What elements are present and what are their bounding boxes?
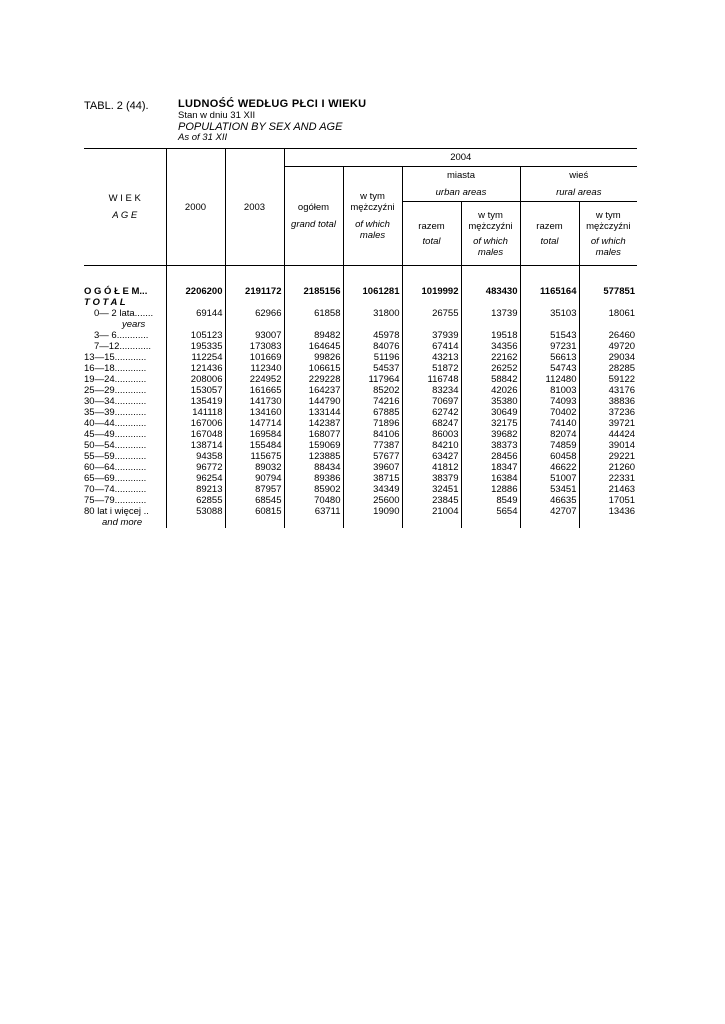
table-cell: 16384 [461,473,520,484]
urban-header-en: urban areas [402,184,520,202]
table-cell: 25600 [343,495,402,506]
table-cell: 74093 [520,396,579,407]
table-row [84,484,637,495]
table-cell: 60815 [225,506,284,517]
males-header [343,167,402,266]
table-cell: 53088 [166,506,225,517]
table-cell: 28456 [461,451,520,462]
table-cell: 77387 [343,440,402,451]
table-cell: 17051 [579,495,637,506]
table-row [84,396,637,407]
table-cell: 164237 [284,385,343,396]
table-cell: 5654 [461,506,520,517]
table-cell: 195335 [166,341,225,352]
table-row [84,440,637,451]
table-row [84,363,637,374]
table-cell: 35103 [520,308,579,319]
table-cell: 22331 [579,473,637,484]
age-group-label: 3— 6............ [94,330,149,341]
table-cell: 1165164 [520,266,579,298]
urban-total-header [402,202,461,266]
age-group-label: 45—49............ [84,429,147,440]
table-cell: 2185156 [284,266,343,298]
age-group-label: 60—64............ [84,462,147,473]
table-row [84,418,637,429]
age-header-en: A G E [112,210,138,221]
age-group-label: 75—79............ [84,495,147,506]
table-cell: 37236 [579,407,637,418]
table-row [84,330,637,341]
table-cell: 169584 [225,429,284,440]
total-label-en: T O T A L [84,297,126,308]
males-en: of which males [355,219,390,241]
table-cell: 62742 [402,407,461,418]
table-cell: 70402 [520,407,579,418]
table-cell: 8549 [461,495,520,506]
table-row-note [84,517,637,528]
table-cell: 49720 [579,341,637,352]
table-cell: 43213 [402,352,461,363]
table-cell: 68247 [402,418,461,429]
table-cell: 44424 [579,429,637,440]
table-cell: 42026 [461,385,520,396]
table-cell: 26755 [402,308,461,319]
age-header [84,149,166,266]
table-cell: 19518 [461,330,520,341]
rural-header-en: rural areas [520,184,637,202]
table-row [84,407,637,418]
table-cell: 54743 [520,363,579,374]
table-cell: 46635 [520,495,579,506]
table-cell: 69144 [166,308,225,319]
table-cell: 89032 [225,462,284,473]
table-cell: 94358 [166,451,225,462]
table-cell: 21260 [579,462,637,473]
title-en: POPULATION BY SEX AND AGE [178,121,343,133]
table-cell: 229228 [284,374,343,385]
table-cell: 89213 [166,484,225,495]
table-cell: 164645 [284,341,343,352]
table-cell: 26252 [461,363,520,374]
table-cell: 155484 [225,440,284,451]
table-cell: 21463 [579,484,637,495]
table-cell: 138714 [166,440,225,451]
table-row [84,341,637,352]
table-cell: 101669 [225,352,284,363]
table-cell: 153057 [166,385,225,396]
table-cell: 121436 [166,363,225,374]
age-group-label: 40—44............ [84,418,147,429]
table-cell: 59122 [579,374,637,385]
table-cell: 61858 [284,308,343,319]
table-row-note [84,319,637,330]
table-cell: 39682 [461,429,520,440]
table-cell: 62966 [225,308,284,319]
table-cell: 32175 [461,418,520,429]
table-cell: 74859 [520,440,579,451]
table-cell: 84106 [343,429,402,440]
age-group-label: 13—15............ [84,352,147,363]
table-cell: 85202 [343,385,402,396]
rural-males-pl: w tym mężczyźni [586,209,631,232]
table-cell: 84076 [343,341,402,352]
total-label-pl: O G Ó Ł E M... [84,286,148,297]
table-cell: 42707 [520,506,579,517]
males-pl: w tym mężczyźni [350,191,395,213]
table-cell: 2191172 [225,266,284,298]
table-cell: 93007 [225,330,284,341]
table-row [84,374,637,385]
table-cell: 38379 [402,473,461,484]
age-group-label: 35—39............ [84,407,147,418]
table-cell: 28285 [579,363,637,374]
age-group-label: 65—69............ [84,473,147,484]
table-cell: 96772 [166,462,225,473]
table-cell: 51007 [520,473,579,484]
table-cell: 53451 [520,484,579,495]
table-cell: 13436 [579,506,637,517]
age-group-label: 25—29............ [84,385,147,396]
table-cell: 90794 [225,473,284,484]
table-cell: 74140 [520,418,579,429]
table-cell: 57677 [343,451,402,462]
table-cell: 38373 [461,440,520,451]
age-group-label: 55—59............ [84,451,147,462]
table-cell: 116748 [402,374,461,385]
table-cell: 86003 [402,429,461,440]
table-cell: 85902 [284,484,343,495]
table-cell: 34356 [461,341,520,352]
table-row [84,473,637,484]
table-cell: 133144 [284,407,343,418]
table-cell: 1061281 [343,266,402,298]
urban-header-pl: miasta [402,167,520,185]
table-row [84,429,637,440]
table-cell: 39721 [579,418,637,429]
and-more-note: and more [102,517,143,528]
table-cell: 74216 [343,396,402,407]
year-2004-header: 2004 [284,149,637,167]
table-cell: 38715 [343,473,402,484]
table-cell: 81003 [520,385,579,396]
table-cell: 173083 [225,341,284,352]
table-cell: 84210 [402,440,461,451]
rural-header-pl: wieś [520,167,637,185]
table-cell: 51543 [520,330,579,341]
grand-total-header [284,167,343,266]
grand-total-pl: ogółem [297,202,330,213]
table-cell: 82074 [520,429,579,440]
table-cell: 83234 [402,385,461,396]
table-cell: 38836 [579,396,637,407]
age-group-label: 80 lat i więcej .. [84,506,149,517]
table-cell: 54537 [343,363,402,374]
table-row [84,352,637,363]
table-cell: 161665 [225,385,284,396]
table-row [84,385,637,396]
urban-males-en: of which males [473,235,508,258]
table-cell: 58842 [461,374,520,385]
table-cell: 97231 [520,341,579,352]
grand-total-en: grand total [291,219,336,230]
population-table [84,148,637,528]
table-cell: 123885 [284,451,343,462]
table-cell: 21004 [402,506,461,517]
table-cell: 134160 [225,407,284,418]
table-cell: 112480 [520,374,579,385]
table-cell: 106615 [284,363,343,374]
rural-males-header [579,202,637,266]
table-cell: 41812 [402,462,461,473]
rural-males-en: of which males [590,235,626,258]
table-cell: 89482 [284,330,343,341]
table-cell: 70697 [402,396,461,407]
table-cell: 32451 [402,484,461,495]
age-group-label: 7—12............ [94,341,152,352]
table-cell: 88434 [284,462,343,473]
table-cell: 89386 [284,473,343,484]
table-cell: 135419 [166,396,225,407]
table-cell: 56613 [520,352,579,363]
table-cell: 168077 [284,429,343,440]
table-cell: 96254 [166,473,225,484]
table-heading [178,98,366,143]
urban-males-header [461,202,520,266]
table-cell: 18347 [461,462,520,473]
table-cell: 13739 [461,308,520,319]
table-cell: 31800 [343,308,402,319]
table-cell: 67414 [402,341,461,352]
table-cell: 483430 [461,266,520,298]
table-cell: 208006 [166,374,225,385]
table-cell: 577851 [579,266,637,298]
table-cell: 115675 [225,451,284,462]
table-cell: 37939 [402,330,461,341]
table-row [84,451,637,462]
age-group-label: 16—18............ [84,363,147,374]
table-row [84,506,637,517]
table-cell: 142387 [284,418,343,429]
table-cell: 51872 [402,363,461,374]
table-cell: 71896 [343,418,402,429]
table-cell: 63711 [284,506,343,517]
title-pl: LUDNOŚĆ WEDŁUG PŁCI I WIEKU [178,98,367,110]
table-cell: 117964 [343,374,402,385]
urban-total-pl: razem [418,220,445,232]
table-cell: 62855 [166,495,225,506]
total-row [84,266,637,298]
table-cell: 29221 [579,451,637,462]
table-cell: 46622 [520,462,579,473]
age-header-pl: W I E K [108,193,141,204]
table-cell: 167006 [166,418,225,429]
table-cell: 63427 [402,451,461,462]
table-cell: 2206200 [166,266,225,298]
table-cell: 1019992 [402,266,461,298]
age-group-label: 70—74............ [84,484,147,495]
table-cell: 26460 [579,330,637,341]
table-cell: 167048 [166,429,225,440]
years-note: years [122,319,146,330]
table-row [84,495,637,506]
subtitle-pl: Stan w dniu 31 XII [178,110,256,121]
table-row [84,308,637,319]
table-cell: 224952 [225,374,284,385]
table-cell: 22162 [461,352,520,363]
table-cell: 159069 [284,440,343,451]
table-cell: 99826 [284,352,343,363]
table-cell: 30649 [461,407,520,418]
total-row-en [84,297,637,308]
table-cell: 39014 [579,440,637,451]
subtitle-en: As of 31 XII [178,132,228,143]
table-cell: 67885 [343,407,402,418]
table-cell: 19090 [343,506,402,517]
age-group-label: 30—34............ [84,396,147,407]
urban-total-en: total [422,235,441,247]
table-row [84,462,637,473]
year-2000-header: 2000 [166,149,225,266]
table-cell: 70480 [284,495,343,506]
rural-total-header [520,202,579,266]
table-cell: 29034 [579,352,637,363]
table-cell: 51196 [343,352,402,363]
table-cell: 39607 [343,462,402,473]
table-cell: 45978 [343,330,402,341]
year-2003-header: 2003 [225,149,284,266]
table-cell: 141118 [166,407,225,418]
table-cell: 87957 [225,484,284,495]
rural-total-en: total [540,235,559,247]
table-cell: 43176 [579,385,637,396]
table-cell: 12886 [461,484,520,495]
table-cell: 105123 [166,330,225,341]
table-cell: 35380 [461,396,520,407]
table-cell: 23845 [402,495,461,506]
table-cell: 144790 [284,396,343,407]
table-cell: 18061 [579,308,637,319]
table-cell: 60458 [520,451,579,462]
age-group-label: 19—24............ [84,374,147,385]
table-cell: 34349 [343,484,402,495]
age-group-label: 50—54............ [84,440,147,451]
table-cell: 112340 [225,363,284,374]
table-cell: 68545 [225,495,284,506]
table-cell: 141730 [225,396,284,407]
table-number: TABL. 2 (44). [84,100,149,112]
table-cell: 147714 [225,418,284,429]
urban-males-pl: w tym mężczyźni [468,209,513,232]
rural-total-pl: razem [536,220,563,232]
age-group-label: 0— 2 lata....... [94,308,154,319]
table-cell: 112254 [166,352,225,363]
